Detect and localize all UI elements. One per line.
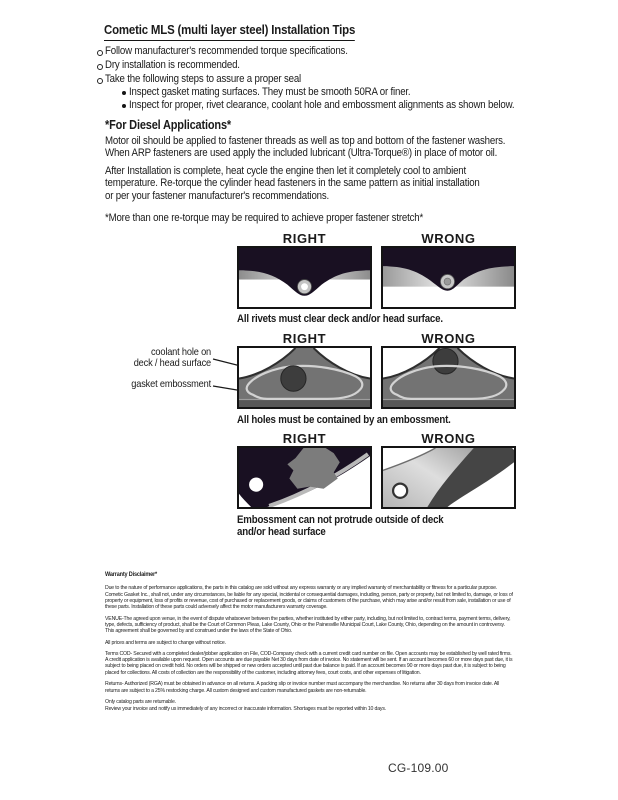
embossment-wrong-label: WRONG (421, 431, 476, 446)
warranty-governing-law-text: This agreement shall be governed by and construed under the laws of the State of Ohio. (105, 628, 293, 635)
embossment-caption (237, 514, 443, 539)
holes-right-label: RIGHT (282, 331, 327, 346)
embossment-right-illustration (237, 446, 372, 509)
coolant-hole-annotation (118, 347, 211, 370)
paragraph-line: After Installation is complete, heat cycle the engine then let it completely cool to ambient (105, 165, 467, 177)
rivets-right-label: RIGHT (282, 231, 327, 246)
diesel-paragraph-1 (105, 135, 505, 160)
coolant-hole-right-icon (239, 348, 370, 407)
embossment-right-label: RIGHT (282, 431, 327, 446)
caption-line: and/or head surface (237, 526, 326, 539)
tip-subitem-2: Inspect for proper, rivet clearance, coolant hole and embossment alignments as shown below. (129, 99, 515, 111)
holes-caption: All holes must be contained by an embossment. (237, 414, 451, 426)
diesel-paragraph-2 (105, 165, 480, 202)
warranty-paragraph-3: All prices and terms are subject to change without notice. (105, 640, 226, 646)
sub-bullet-icon (122, 104, 126, 108)
warranty-returnable-text: Only catalog parts are returnable. (105, 699, 176, 706)
embossment-right-icon (239, 448, 370, 507)
rivets-wrong-illustration (381, 246, 516, 309)
gasket-rivet-right-icon (239, 248, 370, 307)
warranty-paragraph-1: Due to the nature of performance applications, the parts in this catalog are sold without any express warranty or any implied warranty of merchantability or fitness for a particular purpose. Cometic Gasket Inc., shall not, under any circumstances, be liable for any special, incidental or consequential damages, including, person, party or property, but not limited to, damage, or loss of property or equipment, loss of profits or revenue, cost of purchased or replacement goods, or claims of customers of the purchase, which may arise and/or result from sale, installation or use of these parts. Installation of these parts could adversely affect the motor manufacturers warranty coverage. (105, 585, 513, 610)
warranty-review-text: Review your invoice and notify us immediately of any incorrect or inaccurate information. Shortages must be reported within 10 days. (105, 705, 387, 712)
bullet-icon (97, 78, 103, 84)
rivets-caption: All rivets must clear deck and/or head surface. (237, 313, 443, 325)
holes-wrong-illustration (381, 346, 516, 409)
bullet-icon (97, 50, 103, 56)
warranty-paragraph-2 (105, 616, 515, 635)
holes-wrong-label: WRONG (421, 331, 476, 346)
caption-line: Embossment can not protrude outside of deck (237, 514, 444, 526)
annotation-line: deck / head surface (133, 357, 211, 370)
paragraph-line: temperature. Re-torque the cylinder head fasteners in the same pattern as initial installation (105, 177, 480, 190)
coolant-hole-wrong-icon (383, 348, 514, 407)
sub-bullet-icon (122, 91, 126, 95)
warranty-venue-text: VENUE-The agreed upon venue, in the event of dispute whatsoever between the parties, whether instituted by either party, including, but not limited to, contract terms, payment terms, delivery, type, defects, sufficiency of product, shall be the Court of Common Pleas, Lake County, Ohio or the Painesville Municipal Court, Lake County, Ohio, depending on the amount in controversy. (105, 615, 511, 628)
warranty-paragraph-6 (105, 699, 515, 712)
page-title: Cometic MLS (multi layer steel) Installation Tips (104, 22, 355, 41)
annotation-line: coolant hole on (150, 346, 211, 358)
paragraph-line: When ARP fasteners are used apply the included lubricant (Ultra-Torque®) in place of motor oil. (105, 147, 498, 160)
diesel-paragraph-3: *More than one re-torque may be required to achieve proper fastener stretch* (105, 212, 424, 224)
rivets-right-illustration (237, 246, 372, 309)
tip-subitem-1: Inspect gasket mating surfaces. They must be smooth 50RA or finer. (129, 86, 411, 98)
paragraph-line: Motor oil should be applied to fastener threads as well as top and bottom of the fastener washers. (105, 135, 506, 147)
warranty-disclaimer (105, 572, 515, 712)
warranty-heading: Warranty Disclaimer* (105, 571, 158, 578)
embossment-wrong-illustration (381, 446, 516, 509)
tip-item-2: Dry installation is recommended. (105, 59, 240, 71)
warranty-paragraph-5: Returns- Authorized (RGA) must be obtained in advance on all returns. A packing slip or invoice number must accompany the merchandise. No returns after 30 days from invoice date. All returns are subject to a 25% restocking charge. All custom designed and custom manufactured gaskets are non-returnable. (105, 681, 500, 694)
paragraph-line: or per your fastener manufacturer's recommendations. (105, 189, 330, 202)
bullet-icon (97, 64, 103, 70)
rivets-wrong-label: WRONG (421, 231, 476, 246)
gasket-rivet-wrong-icon (383, 248, 514, 307)
tip-item-3: Take the following steps to assure a proper seal (105, 73, 302, 85)
embossment-wrong-icon (383, 448, 514, 507)
gasket-embossment-annotation: gasket embossment (131, 378, 211, 390)
tip-item-1: Follow manufacturer's recommended torque specifications. (105, 45, 348, 57)
holes-right-illustration (237, 346, 372, 409)
page-number: CG-109.00 (388, 761, 449, 775)
warranty-paragraph-4: Terms COD- Secured with a completed dealer/jobber application on File, COD-Company check with a current credit card number on file. Open accounts may be established by well rated firms. A credit application is available upon request. Open accounts are due payable Net 30 days from date of invoice. No statement will be sent. If an account becomes 60 or more days past due, it is subject to being placed on credit hold. No orders will be shipped or new orders accepted until past due balance is paid. If an account becomes 90 or more days past due, it is subject to being placed for collections. All costs of collection are the responsibility of the customer, including attorney fees, court costs, and other expenses of litigation. (105, 650, 513, 676)
diesel-heading: *For Diesel Applications* (105, 118, 232, 132)
